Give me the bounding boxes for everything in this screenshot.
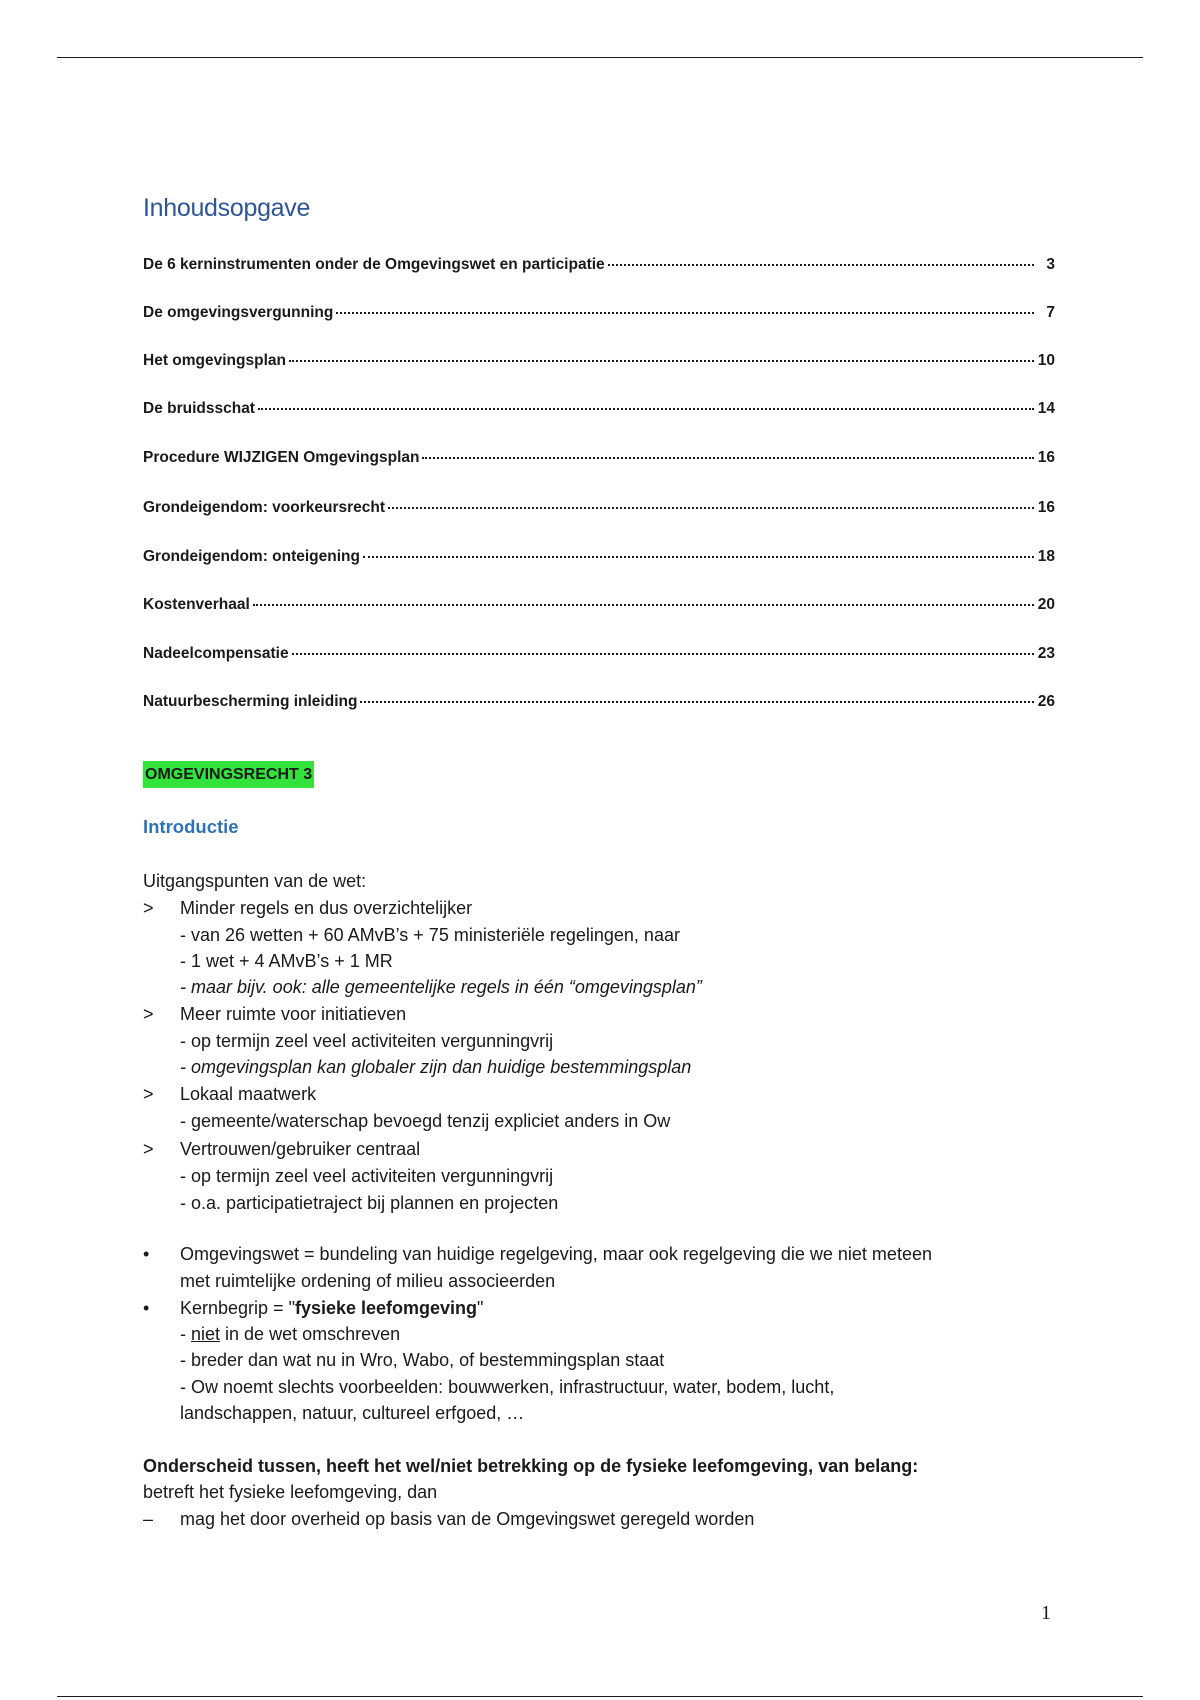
toc-leader (422, 445, 1034, 459)
sub-item: - van 26 wetten + 60 AMvB’s + 75 ministeriële regelingen, naar (180, 925, 680, 945)
toc-entry[interactable] (143, 498, 1055, 520)
point-text: Vertrouwen/gebruiker centraal (180, 1139, 421, 1159)
toc-entry-page: 3 (1046, 256, 1055, 273)
sub-item: - niet in de wet omschreven (180, 1324, 401, 1344)
toc-entry[interactable] (143, 303, 1055, 325)
toc-leader (363, 544, 1034, 558)
toc-entry-title: Natuurbescherming inleiding (143, 693, 358, 710)
toc-leader (253, 592, 1034, 606)
bullet-text: Omgevingswet = bundeling van huidige regelgeving, maar ook regelgeving die we niet meteen (180, 1244, 932, 1264)
toc-entry-title: Kostenverhaal (143, 596, 250, 613)
header-rule (57, 57, 1143, 58)
toc-entry-page: 26 (1037, 693, 1055, 710)
toc-entry-title: Het omgevingsplan (143, 352, 286, 369)
arrow-marker: > (143, 898, 154, 918)
toc-entry-title: Grondeigendom: voorkeursrecht (143, 499, 386, 516)
toc-entry-title: De 6 kerninstrumenten onder de Omgevingswet en participatie (143, 256, 605, 273)
sub-item: - breder dan wat nu in Wro, Wabo, of bestemmingsplan staat (180, 1350, 665, 1370)
toc-entry[interactable] (143, 547, 1055, 569)
arrow-marker: > (143, 1004, 154, 1024)
toc-entry-title: De omgevingsvergunning (143, 304, 334, 321)
underlined-word: niet (191, 1324, 221, 1344)
key-term: fysieke leefomgeving (294, 1298, 478, 1318)
section-heading-highlighted: OMGEVINGSRECHT 3 (143, 761, 314, 788)
toc-entry[interactable] (143, 644, 1055, 666)
toc-entry-title: De bruidsschat (143, 400, 255, 417)
toc-entry[interactable] (143, 595, 1055, 617)
toc-entry[interactable] (143, 692, 1055, 714)
toc-entry-page: 7 (1046, 304, 1055, 321)
toc-leader (336, 300, 1034, 314)
toc-entry-page: 16 (1037, 499, 1055, 516)
toc-entry[interactable] (143, 399, 1055, 421)
toc-entry-page: 14 (1037, 400, 1055, 417)
toc-entry-title: Nadeelcompensatie (143, 645, 289, 662)
toc-entry[interactable] (143, 448, 1055, 470)
bullet-marker: • (143, 1298, 150, 1318)
sub-item: - op termijn zeel veel activiteiten vergunningvrij (180, 1031, 554, 1051)
footer-rule (57, 1696, 1143, 1697)
toc-entry-page: 10 (1037, 352, 1055, 369)
sub-item: - gemeente/waterschap bevoegd tenzij expliciet anders in Ow (180, 1111, 671, 1131)
toc-leader (608, 252, 1034, 266)
dash-marker: – (143, 1509, 154, 1529)
toc-leader (292, 641, 1034, 655)
toc-entry-title: Grondeigendom: onteigening (143, 548, 360, 565)
point-text: Meer ruimte voor initiatieven (180, 1004, 407, 1024)
arrow-marker: > (143, 1139, 154, 1159)
toc-leader (258, 396, 1034, 410)
subheading-introductie: Introductie (143, 816, 239, 837)
toc-leader (360, 689, 1034, 703)
sub-item: - op termijn zeel veel activiteiten vergunningvrij (180, 1166, 554, 1186)
page-number: 1 (1041, 1602, 1051, 1624)
bullet-text: Kernbegrip = "fysieke leefomgeving" (180, 1298, 484, 1318)
toc-entry-page: 23 (1037, 645, 1055, 662)
bullet-marker: • (143, 1244, 150, 1264)
point-text: Lokaal maatwerk (180, 1084, 317, 1104)
distinction-heading: Onderscheid tussen, heeft het wel/niet betrekking op de fysieke leefomgeving, van belang: (143, 1456, 919, 1476)
sub-item: - maar bijv. ook: alle gemeentelijke regels in één “omgevingsplan” (180, 977, 702, 997)
toc-entry-page: 20 (1037, 596, 1055, 613)
toc-entry[interactable] (143, 351, 1055, 373)
distinction-line: betreft het fysieke leefomgeving, dan (143, 1482, 438, 1502)
toc-leader (388, 495, 1034, 509)
dash-item-text: mag het door overheid op basis van de Omgevingswet geregeld worden (180, 1509, 755, 1529)
sub-item: - 1 wet + 4 AMvB’s + 1 MR (180, 951, 393, 971)
toc-entry-title: Procedure WIJZIGEN Omgevingsplan (143, 449, 420, 466)
toc-entry-page: 16 (1037, 449, 1055, 466)
sub-item: - o.a. participatietraject bij plannen en projecten (180, 1193, 559, 1213)
toc-title: Inhoudsopgave (143, 194, 311, 222)
point-text: Minder regels en dus overzichtelijker (180, 898, 473, 918)
toc-leader (289, 348, 1034, 362)
sub-item: - Ow noemt slechts voorbeelden: bouwwerken, infrastructuur, water, bodem, lucht, (180, 1377, 835, 1397)
toc-entry-page: 18 (1037, 548, 1055, 565)
toc-entry[interactable] (143, 255, 1055, 277)
intro-label: Uitgangspunten van de wet: (143, 871, 367, 891)
sub-item: - omgevingsplan kan globaler zijn dan huidige bestemmingsplan (180, 1057, 692, 1077)
sub-item-continued: landschappen, natuur, cultureel erfgoed, … (180, 1403, 525, 1423)
bullet-text-continued: met ruimtelijke ordening of milieu associeerden (180, 1271, 556, 1291)
arrow-marker: > (143, 1084, 154, 1104)
